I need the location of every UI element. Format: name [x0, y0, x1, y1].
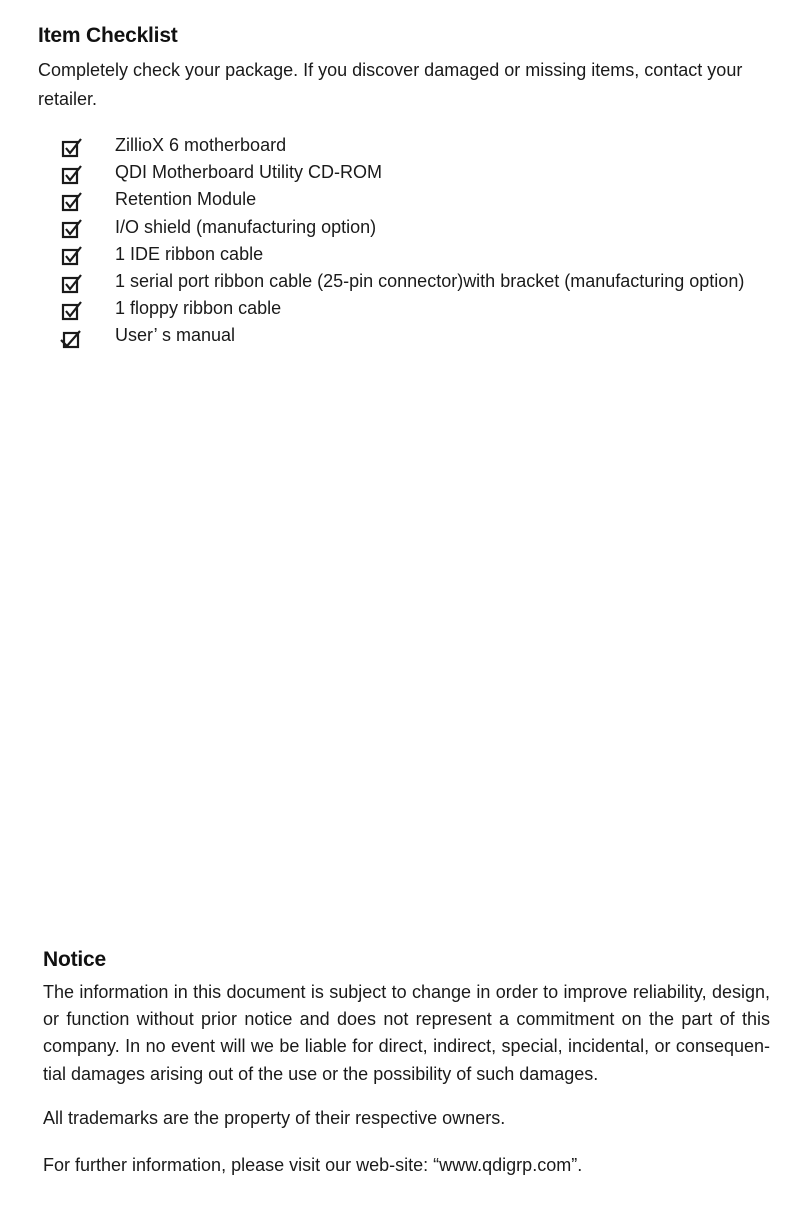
- checklist-title: Item Checklist: [38, 24, 178, 47]
- item-label: 1 IDE ribbon cable: [115, 243, 264, 264]
- checked-box-icon: [60, 191, 84, 213]
- checklist-intro: Completely check your package. If you discover damaged or missing items, contact your retailer.: [38, 60, 743, 109]
- list-item: [60, 324, 236, 351]
- list-item: [60, 270, 745, 297]
- item-label: ZillioX 6 motherboard: [115, 135, 287, 155]
- checked-box-icon: [60, 137, 84, 159]
- checked-box-icon: [60, 273, 84, 295]
- checked-box-icon: [60, 245, 84, 267]
- notice-title: Notice: [43, 948, 106, 971]
- further-info: For further information, please visit our web-site: “www.qdigrp.com”.: [43, 1155, 583, 1175]
- trademarks-notice: All trademarks are the property of their respective owners.: [43, 1108, 506, 1128]
- list-item: [60, 216, 377, 243]
- item-label: 1 serial port ribbon cable (25-pin connector)with bracket (manufacturing option): [115, 270, 745, 291]
- item-label: QDI Motherboard Utility CD-ROM: [115, 162, 383, 183]
- checked-box-icon: [60, 218, 84, 240]
- item-label: Retention Module: [115, 189, 257, 210]
- notice-body: The information in this document is subject to change in order to improve reliability, design, or function without prior notice and does not represent a commitment on the part of this company. In no event will we be liable for direct, indirect, special, incidental, or consequen-tial damages arising out of the use or the possibility of such damages.: [43, 982, 770, 1084]
- checked-box-icon: [60, 164, 84, 186]
- checked-box-icon: [60, 300, 84, 322]
- checked-box-icon: [60, 327, 84, 349]
- list-item: [60, 297, 282, 324]
- list-item: [60, 188, 257, 215]
- item-label: I/O shield (manufacturing option): [115, 216, 377, 237]
- list-item: [60, 243, 264, 270]
- list-item: [60, 161, 383, 188]
- item-label: User’ s manual: [115, 325, 236, 346]
- list-item: [60, 134, 287, 161]
- item-label: 1 floppy ribbon cable: [115, 298, 282, 319]
- checklist-items: [60, 134, 745, 352]
